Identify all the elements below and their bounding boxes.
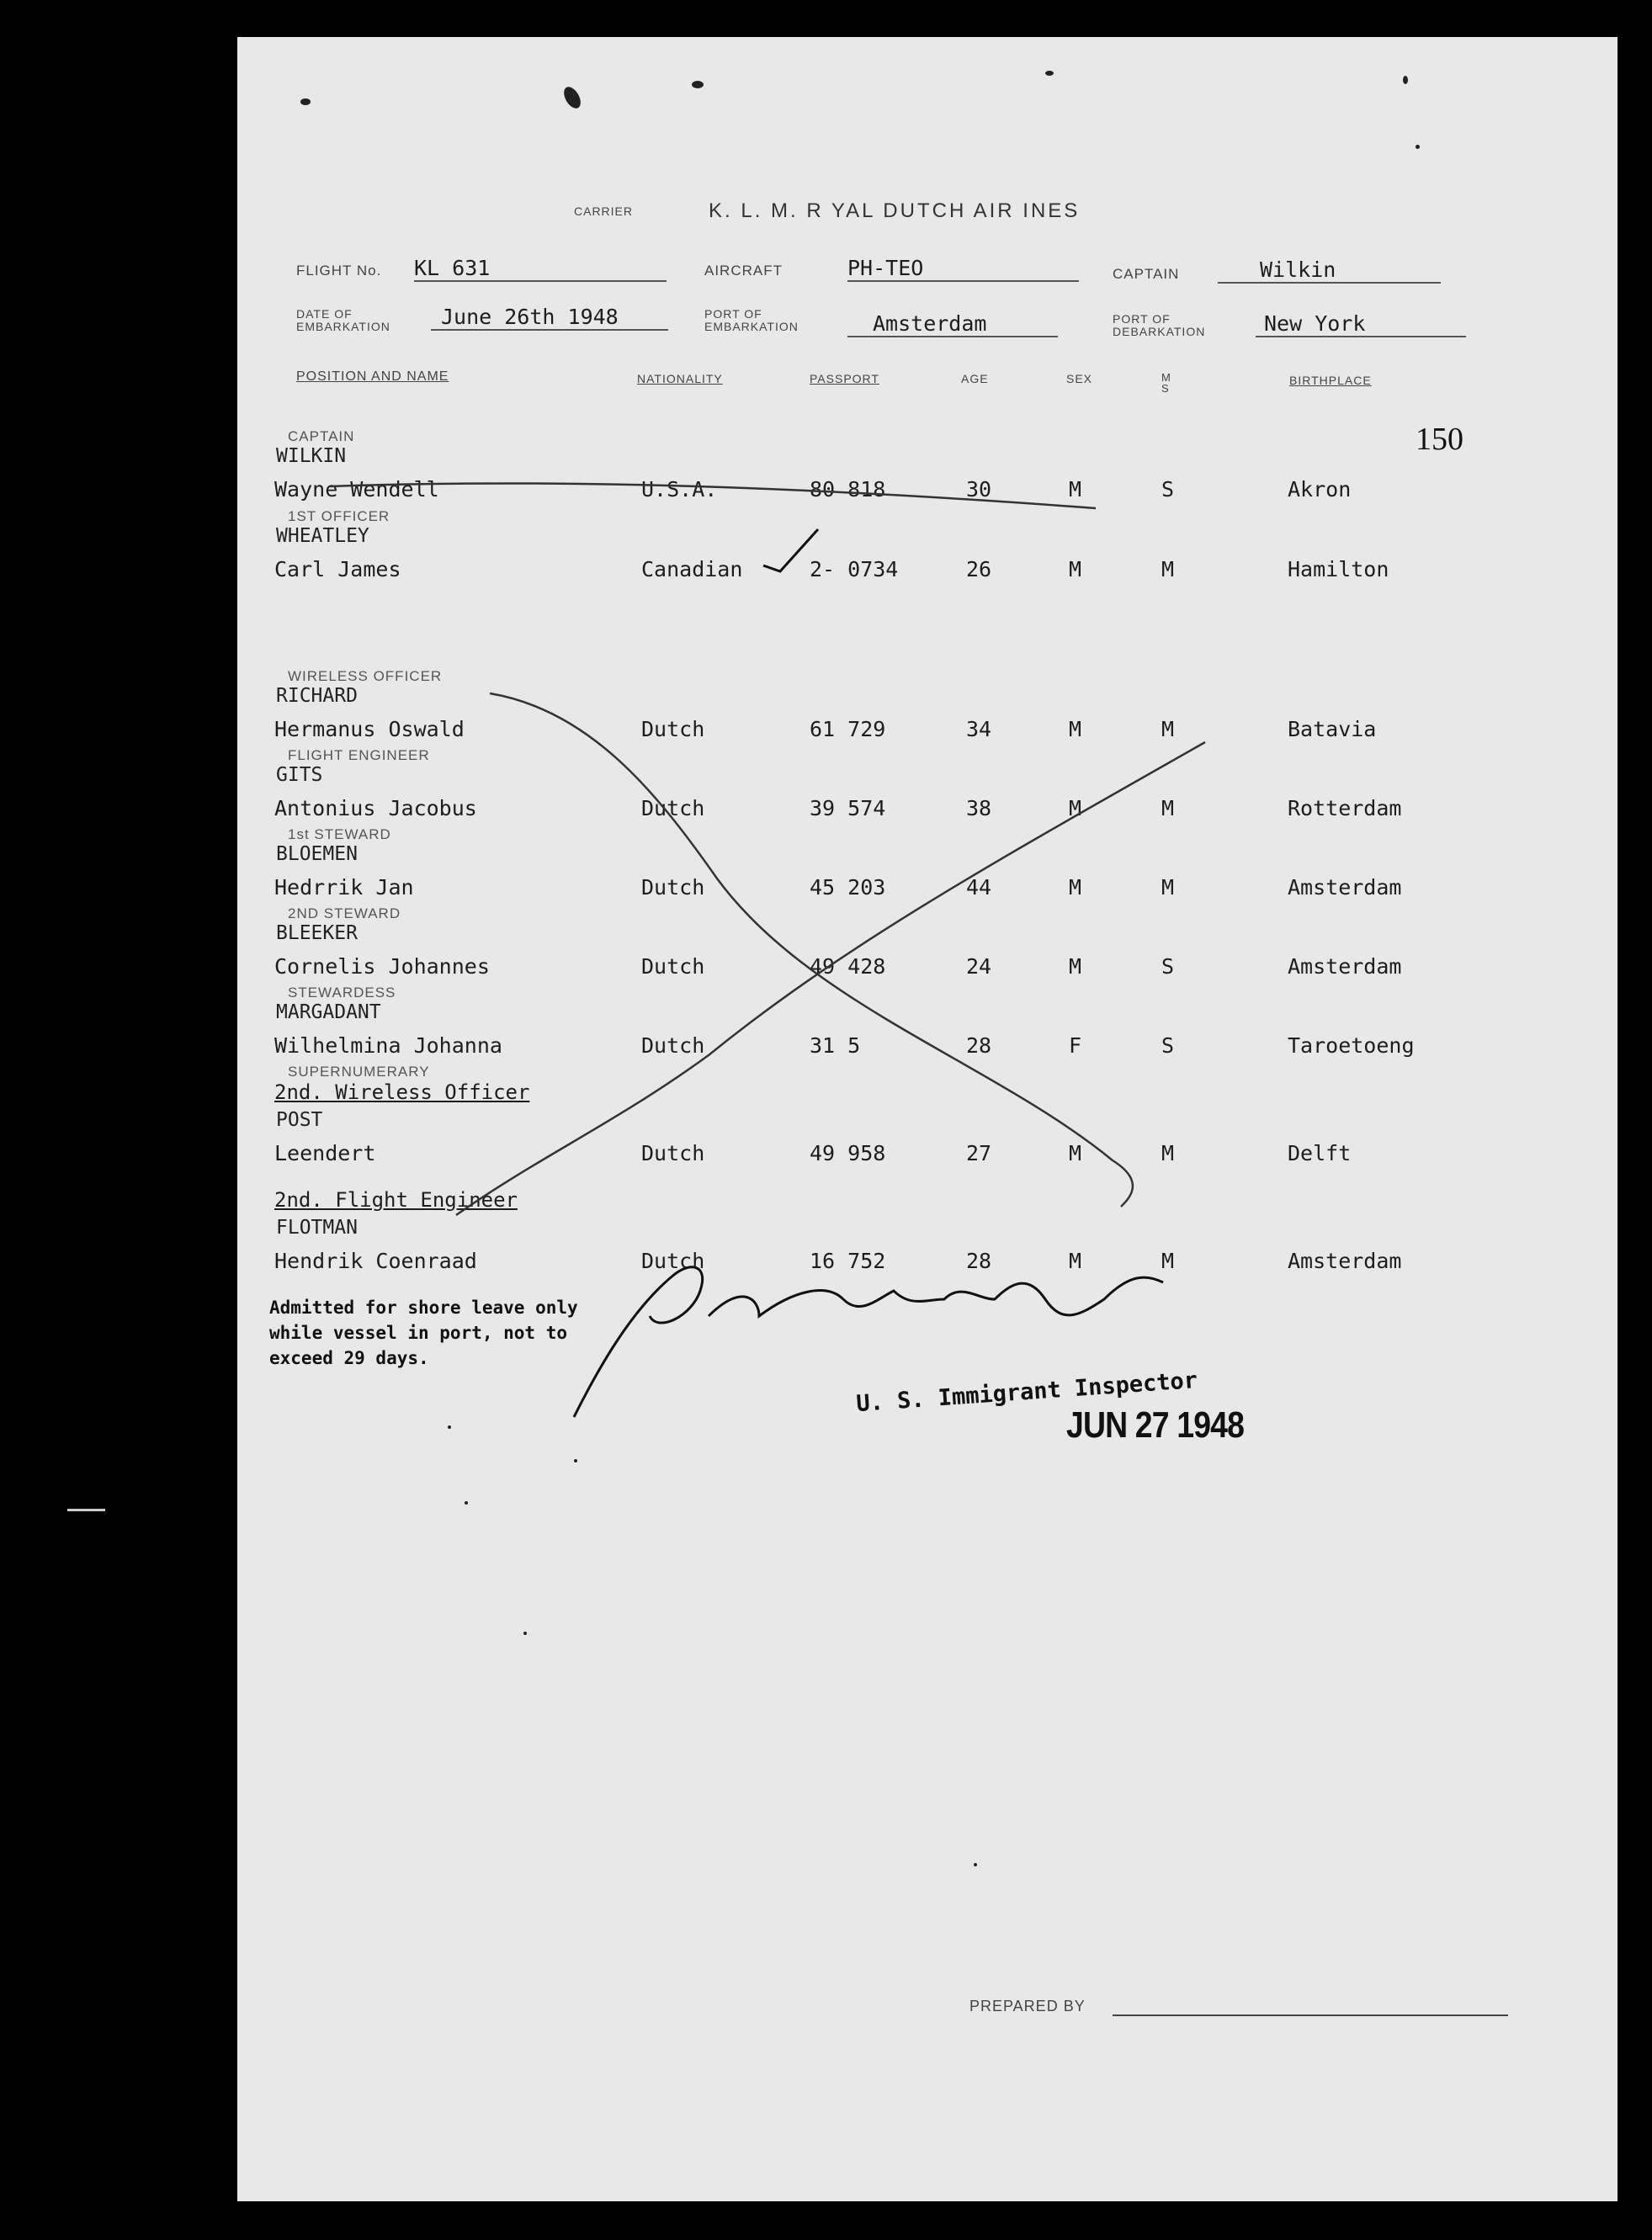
crew-birthplace: Rotterdam <box>1288 796 1402 820</box>
crew-passport: 39 574 <box>810 796 886 820</box>
crew-age: 44 <box>966 875 992 900</box>
port-debarkation-label: PORT OF DEBARKATION <box>1113 312 1206 338</box>
page-number: 150 <box>1416 422 1463 457</box>
crew-nationality: Dutch <box>641 796 705 820</box>
crew-age: 28 <box>966 1033 992 1058</box>
crew-given-name: Hendrik Coenraad <box>274 1249 477 1273</box>
crew-age: 26 <box>966 557 992 581</box>
col-ms-header: M S <box>1161 371 1171 395</box>
crew-role: SUPERNUMERARY <box>288 1064 430 1080</box>
immigrant-inspector-stamp: U. S. Immigrant Inspector <box>855 1367 1198 1418</box>
crew-sex: M <box>1069 1141 1082 1165</box>
crew-surname: POST <box>276 1109 323 1131</box>
crew-given-name: Wilhelmina Johanna <box>274 1033 502 1058</box>
crew-age: 30 <box>966 477 992 502</box>
carrier-value: K. L. M. R YAL DUTCH AIR INES <box>709 199 1081 222</box>
crew-passport: 80 818 <box>810 477 886 502</box>
crew-role: 1ST OFFICER <box>288 508 390 524</box>
crew-passport: 49 428 <box>810 954 886 979</box>
flight-label: FLIGHT No. <box>296 263 382 279</box>
crew-given-name: Carl James <box>274 557 401 581</box>
crew-passport: 16 752 <box>810 1249 886 1273</box>
crew-ms: S <box>1161 1033 1175 1058</box>
crew-sex: F <box>1069 1033 1082 1058</box>
captain-value: Wilkin <box>1218 257 1441 284</box>
crew-ms: S <box>1161 954 1175 979</box>
manifest-sheet <box>237 37 1617 2201</box>
crew-passport: 61 729 <box>810 717 886 741</box>
crew-nationality: Dutch <box>641 954 705 979</box>
border-mark <box>67 1509 105 1511</box>
crew-passport: 49 958 <box>810 1141 886 1165</box>
scan-speck <box>974 1863 977 1866</box>
crew-age: 34 <box>966 717 992 741</box>
crew-passport: 45 203 <box>810 875 886 900</box>
crew-birthplace: Amsterdam <box>1288 954 1402 979</box>
crew-surname: MARGADANT <box>276 1001 381 1023</box>
crew-sex: M <box>1069 557 1082 581</box>
crew-age: 27 <box>966 1141 992 1165</box>
crew-passport: 2- 0734 <box>810 557 899 581</box>
crew-ms: M <box>1161 1249 1175 1273</box>
crew-nationality: Dutch <box>641 1033 705 1058</box>
crew-nationality: Dutch <box>641 717 705 741</box>
crew-birthplace: Amsterdam <box>1288 875 1402 900</box>
crew-sex: M <box>1069 875 1082 900</box>
scan-speck <box>300 98 311 105</box>
crew-given-name: Hermanus Oswald <box>274 717 465 741</box>
crew-birthplace: Taroetoeng <box>1288 1033 1415 1058</box>
flight-value: KL 631 <box>414 256 667 282</box>
crew-surname: GITS <box>276 764 323 786</box>
scan-speck <box>1045 71 1054 76</box>
inspector-signature <box>574 1267 1163 1417</box>
crew-ms: M <box>1161 717 1175 741</box>
col-birthplace-header: BIRTHPLACE <box>1289 374 1372 387</box>
crew-surname: WHEATLEY <box>276 525 369 547</box>
crew-role: FLIGHT ENGINEER <box>288 747 430 763</box>
crew-surname: WILKIN <box>276 445 347 467</box>
port-embarkation-label: PORT OF EMBARKATION <box>704 307 799 333</box>
crew-birthplace: Akron <box>1288 477 1352 502</box>
crew-nationality: Dutch <box>641 1249 705 1273</box>
crew-nationality: U.S.A. <box>641 477 718 502</box>
col-sex-header: SEX <box>1066 372 1093 385</box>
crew-sex: M <box>1069 1249 1082 1273</box>
crew-surname: FLOTMAN <box>276 1217 358 1239</box>
crew-surname: RICHARD <box>276 685 358 707</box>
aircraft-label: AIRCRAFT <box>704 263 783 279</box>
crew-surname: BLEEKER <box>276 922 358 944</box>
crew-nationality: Canadian <box>641 557 743 581</box>
crew-passport: 31 5 <box>810 1033 861 1058</box>
scan-speck <box>465 1501 468 1505</box>
crew-sex: M <box>1069 796 1082 820</box>
admitted-note-line: Admitted for shore leave only <box>269 1298 578 1318</box>
crew-ms: M <box>1161 796 1175 820</box>
crew-given-name: Cornelis Johannes <box>274 954 490 979</box>
date-label: DATE OF EMBARKATION <box>296 307 390 333</box>
carrier-label: CARRIER <box>574 204 634 218</box>
crew-nationality: Dutch <box>641 875 705 900</box>
scan-speck <box>692 81 704 88</box>
crew-ms: M <box>1161 557 1175 581</box>
col-position-header: POSITION AND NAME <box>296 369 449 384</box>
crew-age: 28 <box>966 1249 992 1273</box>
crew-age: 38 <box>966 796 992 820</box>
cross-out-stroke <box>490 693 1133 1207</box>
captain-label: CAPTAIN <box>1113 266 1180 282</box>
crew-given-name: Leendert <box>274 1141 376 1165</box>
check-mark <box>763 529 818 571</box>
crew-role: WIRELESS OFFICER <box>288 668 443 684</box>
strikethrough-mark <box>330 483 1096 508</box>
crew-role-2: 2nd. Flight Engineer <box>274 1188 518 1212</box>
crew-given-name: Wayne Wendell <box>274 477 439 502</box>
crew-given-name: Antonius Jacobus <box>274 796 477 820</box>
port-embarkation-value: Amsterdam <box>847 311 1058 337</box>
crew-ms: M <box>1161 1141 1175 1165</box>
crew-role: 1st STEWARD <box>288 826 391 842</box>
aircraft-value: PH-TEO <box>847 256 1079 282</box>
scan-speck <box>1416 145 1420 149</box>
scan-speck <box>448 1425 451 1429</box>
col-nationality-header: NATIONALITY <box>637 372 723 385</box>
scan-speck <box>523 1632 527 1635</box>
col-age-header: AGE <box>961 372 989 385</box>
crew-role: 2ND STEWARD <box>288 905 401 921</box>
crew-birthplace: Amsterdam <box>1288 1249 1402 1273</box>
crew-birthplace: Batavia <box>1288 717 1377 741</box>
crew-birthplace: Hamilton <box>1288 557 1389 581</box>
crew-nationality: Dutch <box>641 1141 705 1165</box>
crew-role: CAPTAIN <box>288 428 355 444</box>
crew-ms: M <box>1161 875 1175 900</box>
crew-given-name: Hedrrik Jan <box>274 875 414 900</box>
col-passport-header: PASSPORT <box>810 372 879 385</box>
crew-surname: BLOEMEN <box>276 843 358 865</box>
date-value: June 26th 1948 <box>431 305 668 331</box>
crew-sex: M <box>1069 477 1082 502</box>
handwritten-marks <box>237 37 1617 2201</box>
crew-sex: M <box>1069 954 1082 979</box>
admitted-note-line: exceed 29 days. <box>269 1348 429 1368</box>
prepared-by-label: PREPARED BY <box>969 1998 1086 2014</box>
scan-speck <box>574 1459 577 1462</box>
crew-role: STEWARDESS <box>288 985 396 1001</box>
crew-ms: S <box>1161 477 1175 502</box>
crew-age: 24 <box>966 954 992 979</box>
crew-birthplace: Delft <box>1288 1141 1352 1165</box>
admitted-note-line: while vessel in port, not to <box>269 1323 568 1343</box>
crew-sex: M <box>1069 717 1082 741</box>
crew-role-2: 2nd. Wireless Officer <box>274 1080 530 1104</box>
stamp-date: JUN 27 1948 <box>1066 1404 1245 1446</box>
scan-speck <box>1403 76 1408 84</box>
port-debarkation-value: New York <box>1256 311 1466 337</box>
